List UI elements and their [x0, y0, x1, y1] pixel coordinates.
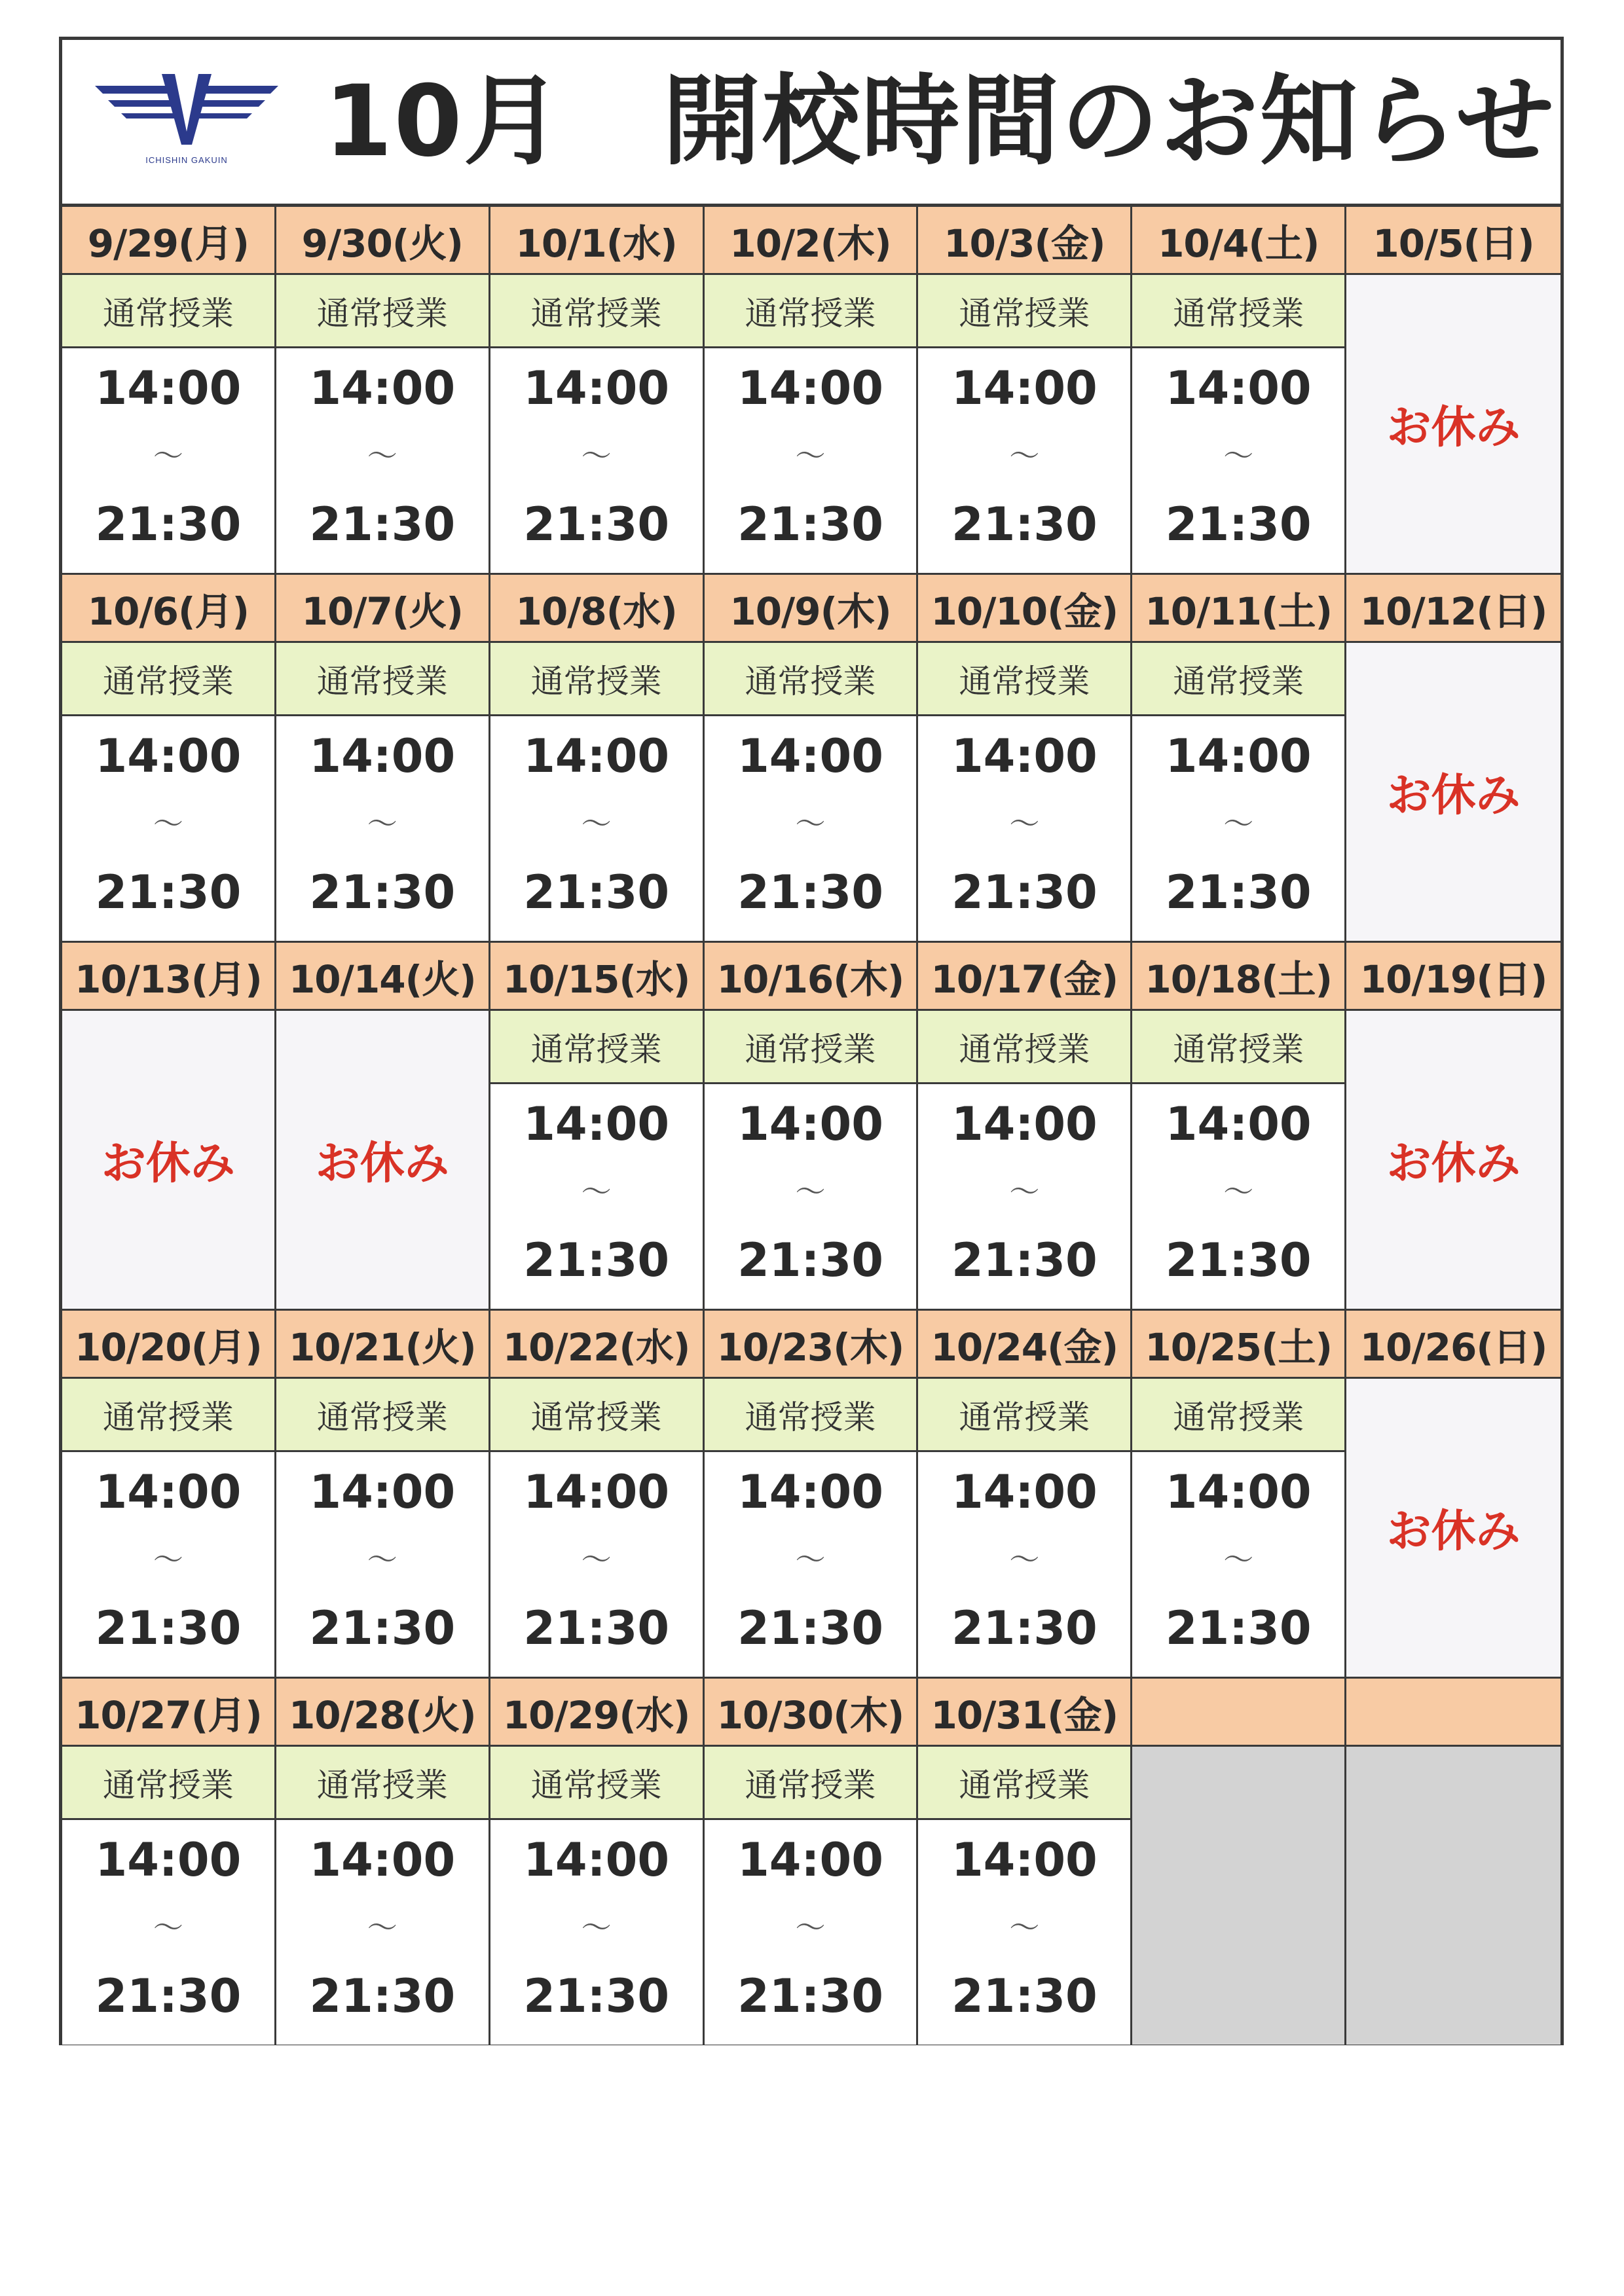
close-time: 21:30 — [1165, 498, 1312, 551]
hours-box — [918, 1084, 1130, 1309]
open-time: 14:00 — [737, 729, 883, 783]
day-cell — [705, 1311, 919, 1679]
date-header: 10/2(木) — [705, 207, 917, 275]
hours-box — [276, 1820, 489, 2045]
day-cell — [62, 575, 276, 943]
time-separator: 〜 — [367, 1542, 397, 1577]
date-header — [1346, 1679, 1560, 1747]
open-time: 14:00 — [951, 1097, 1098, 1151]
day-cell — [276, 1679, 490, 2045]
hours-box — [276, 1452, 489, 1677]
close-time: 21:30 — [737, 866, 883, 919]
open-time: 14:00 — [951, 361, 1098, 415]
day-cell — [490, 943, 705, 1311]
class-type-label: 通常授業 — [276, 275, 489, 348]
open-time: 14:00 — [95, 361, 242, 415]
time-separator: 〜 — [367, 438, 397, 473]
time-separator: 〜 — [1009, 1174, 1040, 1209]
close-time: 21:30 — [523, 498, 670, 551]
open-time: 14:00 — [523, 1833, 670, 1887]
school-logo — [88, 60, 285, 171]
time-separator: 〜 — [153, 806, 183, 841]
time-separator: 〜 — [795, 1542, 826, 1577]
class-type-label: 通常授業 — [62, 643, 274, 716]
class-type-label: 通常授業 — [918, 643, 1130, 716]
date-header: 9/30(火) — [276, 207, 489, 275]
date-header: 10/6(月) — [62, 575, 274, 643]
open-time: 14:00 — [523, 361, 670, 415]
day-cell — [1132, 575, 1346, 943]
calendar-grid — [62, 207, 1560, 2045]
time-separator: 〜 — [581, 1910, 612, 1945]
day-cell — [490, 575, 705, 943]
class-type-label: 通常授業 — [1132, 1379, 1344, 1452]
close-time: 21:30 — [523, 1601, 670, 1655]
hours-box — [62, 716, 274, 941]
close-time: 21:30 — [1165, 1233, 1312, 1287]
class-type-label: 通常授業 — [490, 1379, 703, 1452]
date-header: 10/18(土) — [1132, 943, 1344, 1011]
time-separator: 〜 — [795, 1174, 826, 1209]
date-header: 10/17(金) — [918, 943, 1130, 1011]
close-time: 21:30 — [951, 498, 1098, 551]
close-time: 21:30 — [737, 1233, 883, 1287]
date-header: 10/13(月) — [62, 943, 274, 1011]
open-time: 14:00 — [95, 1465, 242, 1519]
day-cell — [1346, 207, 1560, 575]
day-cell — [276, 207, 490, 575]
day-cell — [276, 943, 490, 1311]
empty-cell — [1346, 1747, 1560, 2045]
class-type-label: 通常授業 — [490, 275, 703, 348]
time-separator: 〜 — [1223, 438, 1254, 473]
day-cell — [1346, 1679, 1560, 2045]
date-header: 10/12(日) — [1346, 575, 1560, 643]
class-type-label: 通常授業 — [705, 1379, 917, 1452]
open-time: 14:00 — [309, 1465, 456, 1519]
date-header: 9/29(月) — [62, 207, 274, 275]
class-type-label: 通常授業 — [276, 643, 489, 716]
hours-box — [705, 1820, 917, 2045]
open-time: 14:00 — [523, 1465, 670, 1519]
open-time: 14:00 — [1165, 1465, 1312, 1519]
date-header: 10/30(木) — [705, 1679, 917, 1747]
hours-box — [276, 348, 489, 573]
class-type-label: 通常授業 — [1132, 1011, 1344, 1084]
close-time: 21:30 — [951, 866, 1098, 919]
date-header: 10/20(月) — [62, 1311, 274, 1379]
day-cell — [1346, 943, 1560, 1311]
date-header: 10/1(水) — [490, 207, 703, 275]
date-header: 10/21(火) — [276, 1311, 489, 1379]
time-separator: 〜 — [367, 1910, 397, 1945]
date-header: 10/29(水) — [490, 1679, 703, 1747]
hours-box — [276, 716, 489, 941]
date-header: 10/9(木) — [705, 575, 917, 643]
class-type-label: 通常授業 — [62, 1379, 274, 1452]
closed-label: お休み — [1346, 643, 1560, 941]
date-header: 10/15(水) — [490, 943, 703, 1011]
close-time: 21:30 — [523, 866, 670, 919]
day-cell — [490, 1311, 705, 1679]
day-cell — [705, 943, 919, 1311]
class-type-label: 通常授業 — [276, 1379, 489, 1452]
time-separator: 〜 — [795, 1910, 826, 1945]
day-cell — [276, 575, 490, 943]
time-separator: 〜 — [581, 1542, 612, 1577]
time-separator: 〜 — [1009, 806, 1040, 841]
close-time: 21:30 — [95, 866, 242, 919]
hours-box — [1132, 1084, 1344, 1309]
open-time: 14:00 — [309, 361, 456, 415]
closed-label: お休み — [1346, 275, 1560, 573]
time-separator: 〜 — [795, 438, 826, 473]
day-cell — [490, 1679, 705, 2045]
close-time: 21:30 — [309, 498, 456, 551]
class-type-label: 通常授業 — [490, 1011, 703, 1084]
page-title: 10月 開校時間のお知らせ — [324, 65, 1556, 179]
day-cell — [490, 207, 705, 575]
open-time: 14:00 — [523, 1097, 670, 1151]
date-header: 10/4(土) — [1132, 207, 1344, 275]
day-cell — [62, 1311, 276, 1679]
open-time: 14:00 — [737, 1833, 883, 1887]
day-cell — [705, 1679, 919, 2045]
class-type-label: 通常授業 — [918, 275, 1130, 348]
day-cell — [1346, 575, 1560, 943]
close-time: 21:30 — [951, 1233, 1098, 1287]
hours-box — [490, 1820, 703, 2045]
closed-label: お休み — [62, 1011, 274, 1309]
open-time: 14:00 — [951, 1833, 1098, 1887]
hours-box — [705, 1084, 917, 1309]
hours-box — [1132, 716, 1344, 941]
time-separator: 〜 — [153, 1910, 183, 1945]
close-time: 21:30 — [95, 498, 242, 551]
class-type-label: 通常授業 — [490, 643, 703, 716]
class-type-label: 通常授業 — [918, 1747, 1130, 1820]
day-cell — [62, 943, 276, 1311]
hours-box — [1132, 1452, 1344, 1677]
day-cell — [918, 1679, 1132, 2045]
schedule-frame — [59, 37, 1564, 2045]
close-time: 21:30 — [737, 1601, 883, 1655]
open-time: 14:00 — [95, 1833, 242, 1887]
date-header: 10/26(日) — [1346, 1311, 1560, 1379]
open-time: 14:00 — [1165, 361, 1312, 415]
open-time: 14:00 — [309, 1833, 456, 1887]
class-type-label: 通常授業 — [705, 1011, 917, 1084]
day-cell — [918, 943, 1132, 1311]
time-separator: 〜 — [153, 1542, 183, 1577]
date-header: 10/23(木) — [705, 1311, 917, 1379]
close-time: 21:30 — [95, 1969, 242, 2023]
day-cell — [918, 207, 1132, 575]
hours-box — [705, 716, 917, 941]
hours-box — [705, 1452, 917, 1677]
date-header: 10/25(土) — [1132, 1311, 1344, 1379]
day-cell — [1132, 1311, 1346, 1679]
class-type-label: 通常授業 — [490, 1747, 703, 1820]
close-time: 21:30 — [951, 1601, 1098, 1655]
day-cell — [705, 207, 919, 575]
open-time: 14:00 — [737, 1097, 883, 1151]
date-header: 10/31(金) — [918, 1679, 1130, 1747]
class-type-label: 通常授業 — [705, 275, 917, 348]
date-header: 10/28(火) — [276, 1679, 489, 1747]
close-time: 21:30 — [737, 498, 883, 551]
class-type-label: 通常授業 — [1132, 275, 1344, 348]
open-time: 14:00 — [951, 1465, 1098, 1519]
time-separator: 〜 — [581, 806, 612, 841]
closed-label: お休み — [276, 1011, 489, 1309]
hours-box — [490, 348, 703, 573]
close-time: 21:30 — [951, 1969, 1098, 2023]
time-separator: 〜 — [1223, 806, 1254, 841]
class-type-label: 通常授業 — [62, 275, 274, 348]
hours-box — [490, 1452, 703, 1677]
close-time: 21:30 — [309, 866, 456, 919]
day-cell — [705, 575, 919, 943]
date-header: 10/24(金) — [918, 1311, 1130, 1379]
date-header — [1132, 1679, 1344, 1747]
open-time: 14:00 — [737, 1465, 883, 1519]
close-time: 21:30 — [309, 1601, 456, 1655]
day-cell — [1346, 1311, 1560, 1679]
day-cell — [62, 1679, 276, 2045]
class-type-label: 通常授業 — [1132, 643, 1344, 716]
open-time: 14:00 — [95, 729, 242, 783]
empty-cell — [1132, 1747, 1344, 2045]
open-time: 14:00 — [737, 361, 883, 415]
hours-box — [62, 1820, 274, 2045]
close-time: 21:30 — [737, 1969, 883, 2023]
date-header: 10/10(金) — [918, 575, 1130, 643]
close-time: 21:30 — [523, 1969, 670, 2023]
time-separator: 〜 — [581, 438, 612, 473]
closed-label: お休み — [1346, 1011, 1560, 1309]
class-type-label: 通常授業 — [705, 643, 917, 716]
hours-box — [62, 348, 274, 573]
time-separator: 〜 — [153, 438, 183, 473]
time-separator: 〜 — [1223, 1174, 1254, 1209]
date-header: 10/8(水) — [490, 575, 703, 643]
time-separator: 〜 — [581, 1174, 612, 1209]
hours-box — [490, 716, 703, 941]
day-cell — [1132, 943, 1346, 1311]
class-type-label: 通常授業 — [918, 1011, 1130, 1084]
time-separator: 〜 — [795, 806, 826, 841]
time-separator: 〜 — [1223, 1542, 1254, 1577]
hours-box — [490, 1084, 703, 1309]
class-type-label: 通常授業 — [705, 1747, 917, 1820]
date-header: 10/3(金) — [918, 207, 1130, 275]
day-cell — [918, 1311, 1132, 1679]
date-header: 10/14(火) — [276, 943, 489, 1011]
class-type-label: 通常授業 — [276, 1747, 489, 1820]
header — [62, 40, 1560, 207]
day-cell — [1132, 1679, 1346, 2045]
date-header: 10/5(日) — [1346, 207, 1560, 275]
day-cell — [1132, 207, 1346, 575]
hours-box — [918, 1820, 1130, 2045]
date-header: 10/7(火) — [276, 575, 489, 643]
time-separator: 〜 — [367, 806, 397, 841]
date-header: 10/19(日) — [1346, 943, 1560, 1011]
close-time: 21:30 — [1165, 866, 1312, 919]
day-cell — [918, 575, 1132, 943]
logo-text: ICHISHIN GAKUIN — [145, 155, 228, 165]
open-time: 14:00 — [309, 729, 456, 783]
time-separator: 〜 — [1009, 1542, 1040, 1577]
date-header: 10/27(月) — [62, 1679, 274, 1747]
close-time: 21:30 — [95, 1601, 242, 1655]
day-cell — [62, 207, 276, 575]
hours-box — [1132, 348, 1344, 573]
hours-box — [918, 348, 1130, 573]
close-time: 21:30 — [523, 1233, 670, 1287]
time-separator: 〜 — [1009, 438, 1040, 473]
date-header: 10/11(土) — [1132, 575, 1344, 643]
class-type-label: 通常授業 — [918, 1379, 1130, 1452]
hours-box — [62, 1452, 274, 1677]
date-header: 10/16(木) — [705, 943, 917, 1011]
date-header: 10/22(水) — [490, 1311, 703, 1379]
open-time: 14:00 — [1165, 729, 1312, 783]
hours-box — [705, 348, 917, 573]
hours-box — [918, 1452, 1130, 1677]
class-type-label: 通常授業 — [62, 1747, 274, 1820]
open-time: 14:00 — [523, 729, 670, 783]
day-cell — [276, 1311, 490, 1679]
hours-box — [918, 716, 1130, 941]
closed-label: お休み — [1346, 1379, 1560, 1677]
open-time: 14:00 — [1165, 1097, 1312, 1151]
close-time: 21:30 — [1165, 1601, 1312, 1655]
close-time: 21:30 — [309, 1969, 456, 2023]
time-separator: 〜 — [1009, 1910, 1040, 1945]
open-time: 14:00 — [951, 729, 1098, 783]
